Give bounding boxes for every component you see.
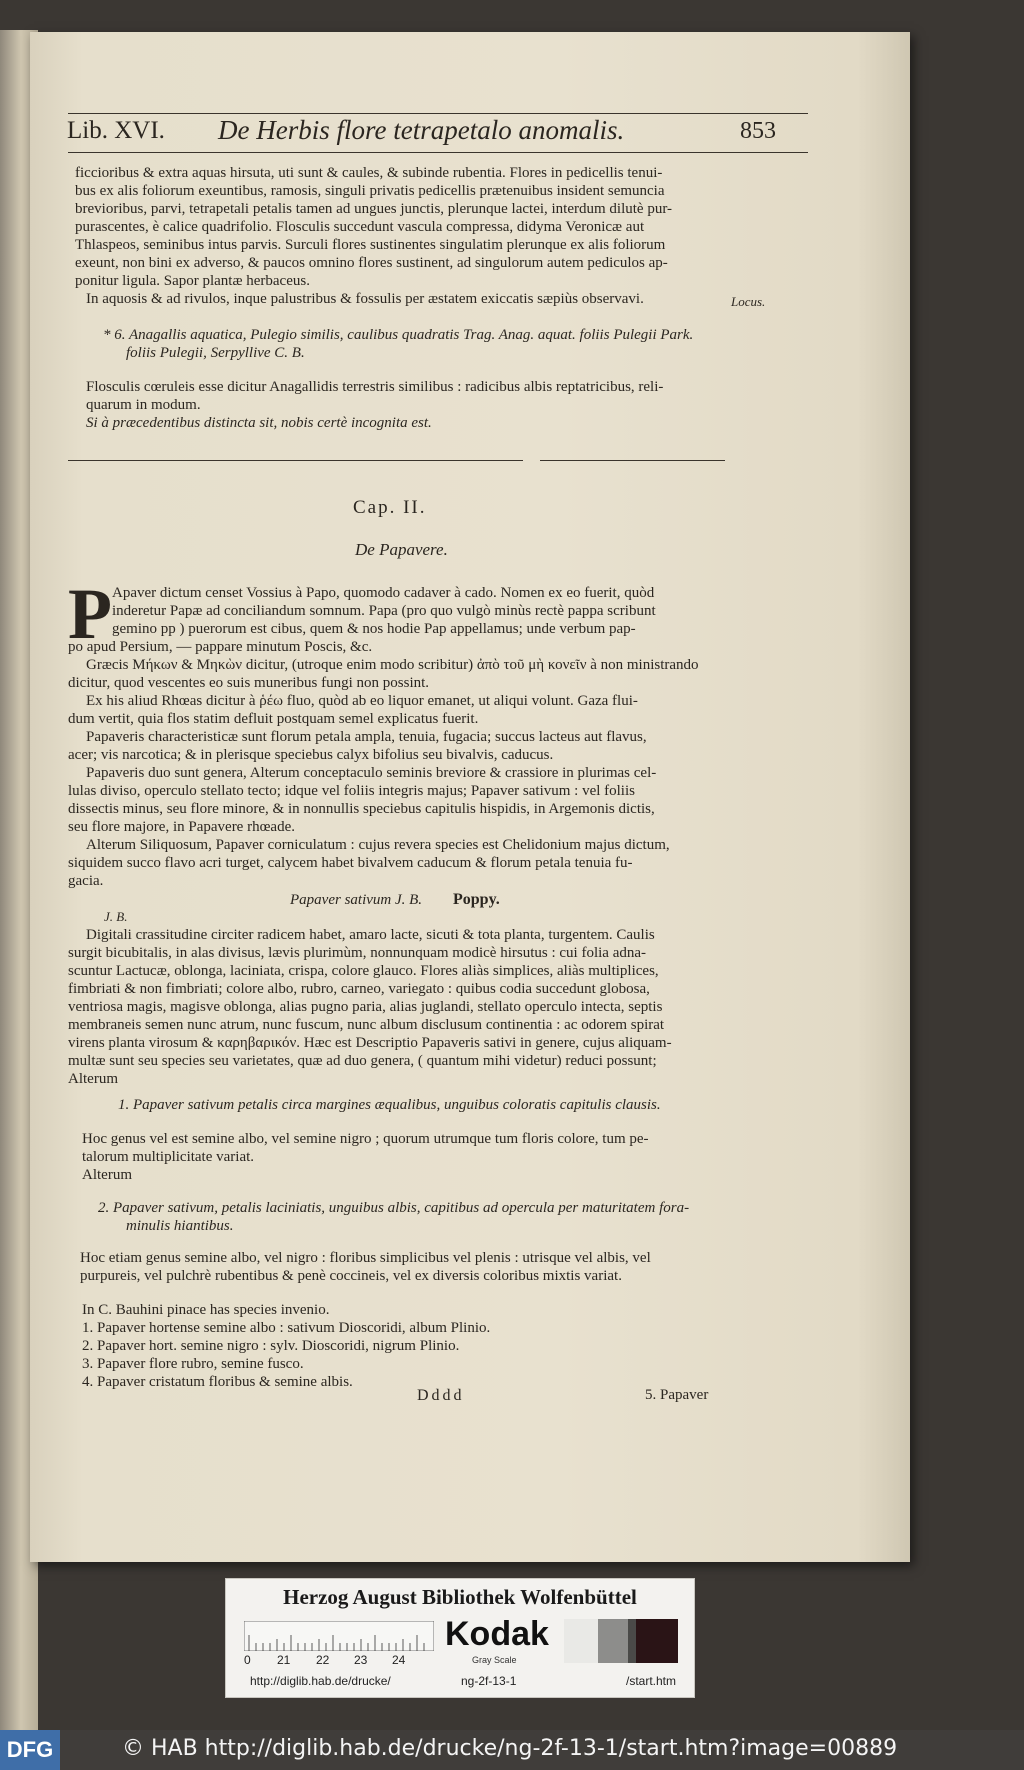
text-line: acer; vis narcotica; & in plerisque speciebus calyx bifolius seu bivalvis, caducus.	[68, 747, 554, 763]
locus-text: In aquosis & ad rivulos, inque palustribus & fossulis per æstatem exiccatis sæpiùs observavi.	[86, 291, 644, 307]
gray-swatch-black	[636, 1619, 678, 1663]
text-line: Alterum	[68, 1071, 118, 1087]
text-line: lulas diviso, operculo stellato tecto; idque vel foliis integris majus; Papaver sativum : vel foliis	[68, 783, 635, 799]
target-id: ng-2f-13-1	[461, 1674, 517, 1688]
gray-swatch-dark	[628, 1619, 636, 1663]
margin-note-source: J. B.	[104, 909, 128, 924]
ruler-number: 22	[316, 1653, 330, 1667]
book-number: Lib. XVI.	[67, 117, 165, 144]
head-rule-top	[68, 113, 808, 114]
text-line: dissectis minus, seu flore minore, & in nonnullis speciebus capitulis hispidis, in Argemonis dictis,	[68, 801, 655, 817]
text-line: Ex his aliud Rhœas dicitur à ῥέω fluo, quòd ab eo liquor emanet, ut aliqui volunt. Gaza flui-	[86, 693, 638, 709]
text-line: exeunt, non bini ex adverso, & paucos omnino flores sustinent, ad singulorum autem pediculos ap-	[75, 255, 668, 271]
text-line: membraneis semen nunc atrum, nunc fuscum, nunc album disclusum continentia : ac odorem spirat	[68, 1017, 665, 1033]
copyright-link[interactable]: © HAB http://diglib.hab.de/drucke/ng-2f-13-1/start.htm?image=00889	[122, 1736, 898, 1761]
text-line: Flosculis cœruleis esse dicitur Anagallidis terrestris similibus : radicibus albis reptatricibus, reli-	[86, 379, 664, 395]
target-start: /start.htm	[626, 1674, 677, 1688]
text-line: ficcioribus & extra aquas hirsuta, uti sunt & caules, & subinde rubentia. Flores in pedicellis tenui-	[75, 165, 663, 181]
text-line: multæ sunt seu species seu varietates, quæ ad duo genera, ( quantum mihi videtur) reduci possunt;	[68, 1053, 657, 1069]
page-number: 853	[740, 118, 776, 144]
text-line: Digitali crassitudine circiter radicem habet, amaro lacte, sicuti & tota planta, turgentem. Caulis	[86, 927, 655, 943]
text-line: seu flore majore, in Papavere rhœade.	[68, 819, 295, 835]
chapter-subtitle: De Papavere.	[355, 540, 448, 559]
text-line: dum vertit, quia flos statim defluit postquam semel explicatus fuerit.	[68, 711, 479, 727]
drop-cap: P	[68, 574, 112, 654]
chapter-title: Cap. II.	[353, 497, 427, 518]
target-url: http://diglib.hab.de/drucke/	[250, 1674, 391, 1688]
signature-mark: Dddd	[417, 1387, 465, 1404]
gray-swatch-light	[564, 1619, 598, 1663]
species-heading: foliis Pulegii, Serpyllive C. B.	[126, 345, 305, 361]
text-line: siquidem succo flavo acri turget, calycem habet bivalvem caducum & florum petala tenuia fu-	[68, 855, 633, 871]
text-line: gacia.	[68, 873, 104, 889]
text-line: Papaveris duo sunt genera, Alterum conceptaculo seminis breviore & crassiore in plurimas cel-	[86, 765, 657, 781]
text-line: Papaveris characteristicæ sunt florum petala ampla, tenuia, fugacia; succus lacteus aut flavus,	[86, 729, 647, 745]
text-line: po apud Persium, — pappare minutum Poscis, &c.	[68, 639, 373, 655]
text-line: scuntur Lactucæ, oblonga, laciniata, crispa, colore glauco. Flores aliàs simplices, aliàs multiplices,	[68, 963, 659, 979]
library-name: Herzog August Bibliothek Wolfenbüttel	[283, 1585, 637, 1609]
variety-heading: 1. Papaver sativum petalis circa margines æqualibus, unguibus coloratis capitulis clausis.	[118, 1097, 661, 1113]
ruler-number: 21	[277, 1653, 291, 1667]
list-item: 1. Papaver hortense semine albo : sativum Dioscoridi, album Plinio.	[82, 1320, 491, 1336]
text-line: virens planta virosum & καρηβαρικόν. Hæc est Descriptio Papaveris sativi in genere, cujus aliquam-	[68, 1035, 672, 1051]
text-line: fimbriati & non fimbriati; colore albo, rubro, carneo, variegato : quibus codia succedunt globosa,	[68, 981, 650, 997]
text-line: talorum multiplicitate variat.	[82, 1149, 255, 1165]
color-calibration-target	[225, 1578, 695, 1698]
variety-heading: 2. Papaver sativum, petalis laciniatis, unguibus albis, capitibus ad opercula per maturitatem fora-	[98, 1200, 690, 1216]
list-intro: In C. Bauhini pinace has species invenio.	[82, 1302, 330, 1318]
kodak-logo: Kodak	[445, 1615, 549, 1653]
ruler-number: 0	[244, 1653, 251, 1667]
species-heading: * 6. Anagallis aquatica, Pulegio similis, caulibus quadratis Trag. Anag. aquat. foliis Pulegii Park.	[103, 327, 694, 343]
head-rule-bottom	[68, 152, 808, 153]
text-line: bus ex alis foliorum exeuntibus, ramosis, singuli privatis pedicellis prætenuibus insident semuncia	[75, 183, 665, 199]
margin-note-locus: Locus.	[731, 294, 766, 309]
text-line: brevioribus, parvi, tetrapetali petalis tamen ad ungues junctis, plerunque lactei, interdum dilutè pur-	[75, 201, 673, 217]
text-line: Si à præcedentibus distincta sit, nobis certè incognita est.	[86, 415, 432, 431]
text-line: purpureis, vel pulchrè rubentibus & penè coccineis, vel ex diversis coloribus mixtis variat.	[80, 1268, 622, 1284]
list-item: 2. Papaver hort. semine nigro : sylv. Dioscoridi, nigrum Plinio.	[82, 1338, 460, 1354]
text-line: dicitur, quod vescentes eo suis muneribus fungi non possint.	[68, 675, 430, 691]
text-line: ponitur ligula. Sapor plantæ herbaceus.	[75, 273, 310, 289]
list-item: 3. Papaver flore rubro, semine fusco.	[82, 1356, 304, 1372]
text-line: gemino pp ) puerorum est cibus, quem & nos hodie Pap appellamus; unde verbum pap-	[112, 621, 636, 637]
text-line: quarum in modum.	[86, 397, 201, 413]
text-line: Græcis Μήκων & Μηκὼν dicitur, (utroque enim modo scribitur) ἀπὸ τοῦ μὴ κονεῖν à non ministrando	[86, 657, 699, 673]
section-rule-right	[540, 460, 725, 461]
text-line: Alterum	[82, 1167, 132, 1183]
gray-scale-label: Gray Scale	[472, 1655, 517, 1665]
ruler-number: 23	[354, 1653, 368, 1667]
text-line: Hoc genus vel est semine albo, vel semine nigro ; quorum utrumque tum floris colore, tum pe-	[82, 1131, 649, 1147]
species-heading: Papaver sativum J. B.	[290, 892, 423, 908]
text-line: ventriosa magis, magisve oblonga, alias pugno paria, alias juglandi, stellato operculo intecta, septis	[68, 999, 663, 1015]
text-line: purascentes, è calice quadrifolio. Flosculis succedunt vascula compressa, didyma Veronicæ aut	[75, 219, 645, 235]
catchword: 5. Papaver	[645, 1387, 709, 1403]
text-line: Thlaspeos, seminibus intus parvis. Surculi flores sustinentes singulatim plerunque ex alis foliorum	[75, 237, 666, 253]
dfg-logo[interactable]: DFG	[0, 1730, 60, 1770]
ruler-number: 24	[392, 1653, 406, 1667]
gray-swatch-mid	[598, 1619, 628, 1663]
variety-heading: minulis hiantibus.	[126, 1218, 234, 1234]
text-line: Apaver dictum censet Vossius à Papo, quomodo cadaver à cado. Nomen ex eo fuerit, quòd	[112, 585, 655, 601]
text-line: Hoc etiam genus semine albo, vel nigro : floribus simplicibus vel plenis : utrisque vel albis, vel	[80, 1250, 651, 1266]
text-line: Alterum Siliquosum, Papaver corniculatum : cujus revera species est Chelidonium majus dictum,	[86, 837, 670, 853]
running-title: De Herbis flore tetrapetalo anomalis.	[218, 115, 625, 145]
list-item: 4. Papaver cristatum floribus & semine albis.	[82, 1374, 353, 1390]
text-line: inderetur Papæ ad conciliandum somnum. Papa (pro quo vulgò minùs rectè pappa scribunt	[112, 603, 656, 619]
text-line: surgit bicubitalis, in alas divisus, lævis plurimùm, nonnunquam modicè hirsutus : cui folia adna-	[68, 945, 646, 961]
section-rule-left	[68, 460, 523, 461]
ruler-scale	[244, 1621, 434, 1651]
footer-bar	[0, 1730, 1024, 1770]
species-english-name: Poppy.	[453, 891, 500, 908]
